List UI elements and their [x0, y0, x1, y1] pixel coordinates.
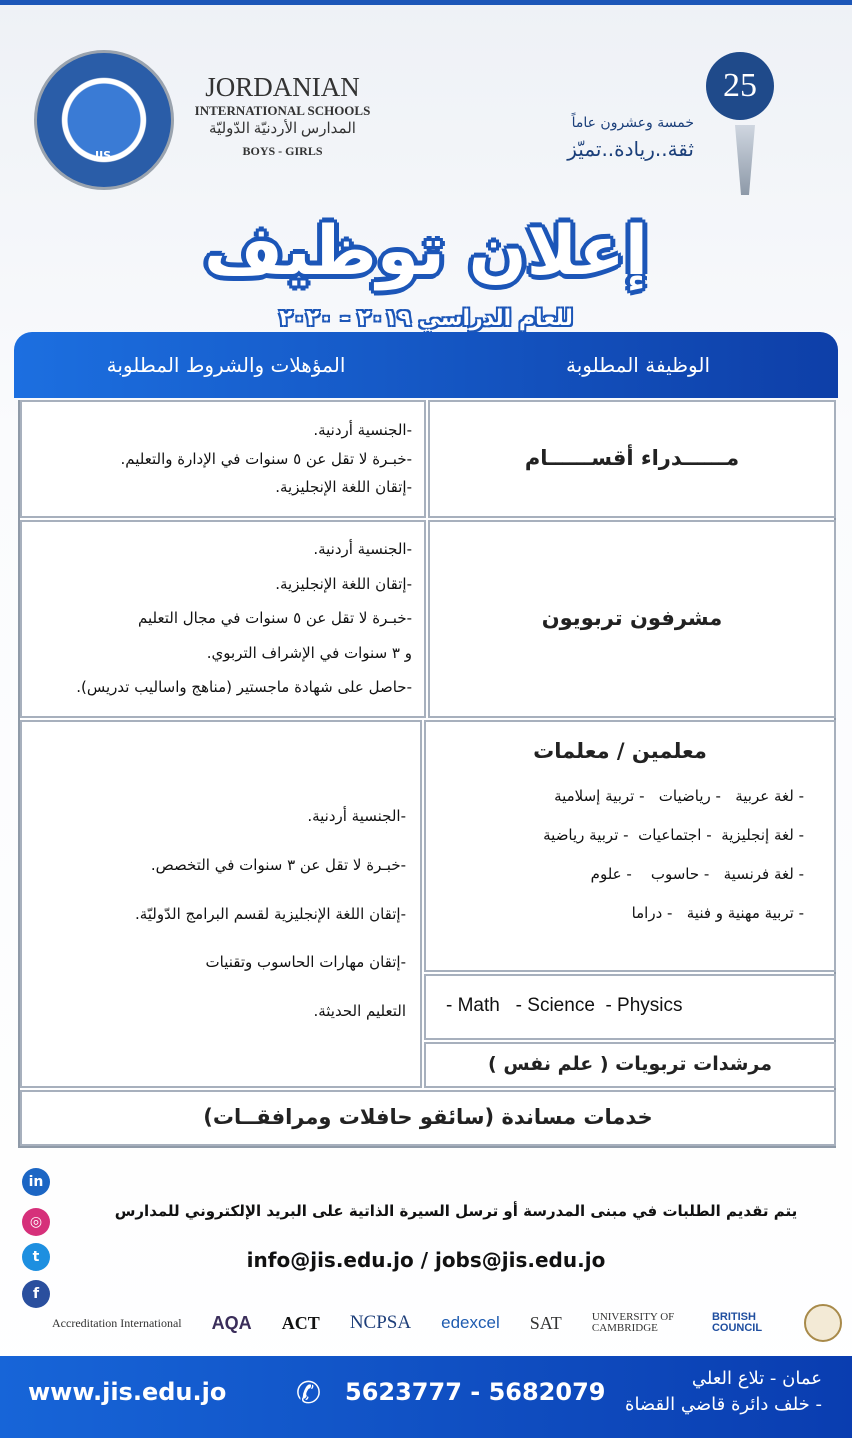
- address-line1: عمان - تلاع العلي: [691, 1368, 822, 1389]
- brand-line2: INTERNATIONAL SCHOOLS: [194, 103, 371, 118]
- facebook-icon[interactable]: f: [22, 1280, 50, 1308]
- req-item: -الجنسية أردنية.: [313, 421, 412, 439]
- req-item: -إتقان اللغة الإنجليزية لقسم البرامج الدّوليّة.: [134, 904, 406, 923]
- col-req: المؤهلات والشروط المطلوبة: [106, 353, 346, 377]
- academic-year: للعام الدراسي ٢٠١٩ - ٢٠٢٠: [279, 306, 573, 331]
- jobs-table: [18, 400, 836, 1148]
- top-bar: [0, 0, 852, 5]
- twitter-icon[interactable]: t: [22, 1243, 50, 1271]
- phone-numbers: 5623777 - 5682079: [345, 1378, 606, 1406]
- col-job: الوظيفة المطلوبة: [566, 353, 710, 377]
- requirements: [20, 720, 422, 1088]
- table-row: [424, 720, 836, 972]
- job-title: معلمين / معلمات: [533, 739, 707, 763]
- school-logo: JIS: [34, 50, 174, 190]
- english-subjects: - Math - Science - Physics: [424, 974, 836, 1040]
- req-item: -الجنسية أردنية.: [313, 540, 412, 558]
- requirements: [20, 520, 426, 718]
- headline: إعلان توظيف: [203, 212, 649, 291]
- torch-icon: [735, 125, 755, 195]
- subject-line: - تربية مهنية و فنية - دراما: [631, 904, 804, 923]
- jordan-emblem-icon: [804, 1304, 842, 1342]
- subject-line: - لغة إنجليزية - اجتماعيات - تربية رياضية: [543, 826, 804, 845]
- brand-arabic: المدارس الأردنيّة الدّوليّة: [209, 121, 356, 137]
- table-row: [428, 520, 836, 718]
- instagram-icon[interactable]: ◎: [22, 1208, 50, 1236]
- table-row: [428, 400, 836, 518]
- apply-text: يتم تقديم الطلبات في مبنى المدرسة أو ترسل السيرة الذاتية على البريد الإلكتروني للمدارس: [114, 1202, 798, 1220]
- support-services: خدمات مساندة (سائقو حافلات ومرافقــات): [20, 1090, 836, 1146]
- cambridge-logo: UNIVERSITY OF CAMBRIDGE: [591, 1311, 675, 1334]
- address: [625, 1366, 822, 1418]
- counselors: مرشدات تربويات ( علم نفس ): [424, 1042, 836, 1088]
- req-item: -خبـرة لا تقل عن ٥ سنوات في الإدارة والتعليم.: [120, 449, 412, 468]
- req-item: -خبـرة لا تقل عن ٣ سنوات في التخصص.: [150, 855, 406, 874]
- subject-line: - لغة عربية - رياضيات - تربية إسلامية: [554, 787, 804, 806]
- ncpsa-logo: NCPSA: [349, 1312, 412, 1333]
- req-item: -خبـرة لا تقل عن ٥ سنوات في مجال التعليم: [138, 609, 412, 627]
- email-links[interactable]: info@jis.edu.jo / jobs@jis.edu.jo: [246, 1248, 606, 1272]
- brand-sub: BOYS - GIRLS: [242, 144, 323, 158]
- req-item: التعليم الحديثة.: [313, 1002, 406, 1020]
- req-item: -إتقان مهارات الحاسوب وتقنيات: [205, 953, 406, 972]
- footer-bar: [0, 1356, 852, 1438]
- requirements: [20, 400, 426, 518]
- edexcel-logo: edexcel: [441, 1313, 500, 1332]
- req-item: -إتقان اللغة الإنجليزية.: [275, 478, 412, 496]
- job-title: مــــــدراء أقســــــام: [524, 446, 740, 471]
- req-item: -حاصل على شهادة ماجستير (مناهج واساليب تدريس).: [76, 678, 412, 696]
- website-link[interactable]: www.jis.edu.jo: [28, 1378, 227, 1406]
- slogan-line1: خمسة وعشرون عاماً: [571, 115, 694, 131]
- brand-block: [190, 72, 375, 159]
- job-title: مشرفون تربويون: [541, 606, 723, 631]
- slogan: [567, 115, 694, 161]
- req-item: -إتقان اللغة الإنجليزية.: [275, 574, 412, 593]
- linkedin-icon[interactable]: in: [22, 1168, 50, 1196]
- req-item: -الجنسية أردنية.: [307, 807, 406, 825]
- act-logo: ACT: [281, 1312, 320, 1333]
- accreditation-logo: Accreditation International: [52, 1315, 182, 1330]
- aqa-logo: AQA: [211, 1312, 252, 1333]
- slogan-line2: ثقة..ريادة..تميّز: [567, 137, 694, 161]
- req-item: و ٣ سنوات في الإشراف التربوي.: [206, 643, 412, 662]
- british-council-logo: BRITISH COUNCIL: [711, 1311, 763, 1334]
- brand-line1: JORDANIAN: [205, 72, 360, 102]
- phone-icon: ✆: [296, 1376, 322, 1411]
- table-header: [14, 332, 838, 398]
- subject-line: - لغة فرنسية - حاسوب - علوم: [590, 865, 804, 884]
- address-line2: - خلف دائرة قاضي القضاة: [625, 1394, 822, 1416]
- accreditation-logos: [52, 1300, 842, 1346]
- anniversary-badge: 25: [706, 52, 774, 120]
- sat-logo: SAT: [529, 1312, 562, 1333]
